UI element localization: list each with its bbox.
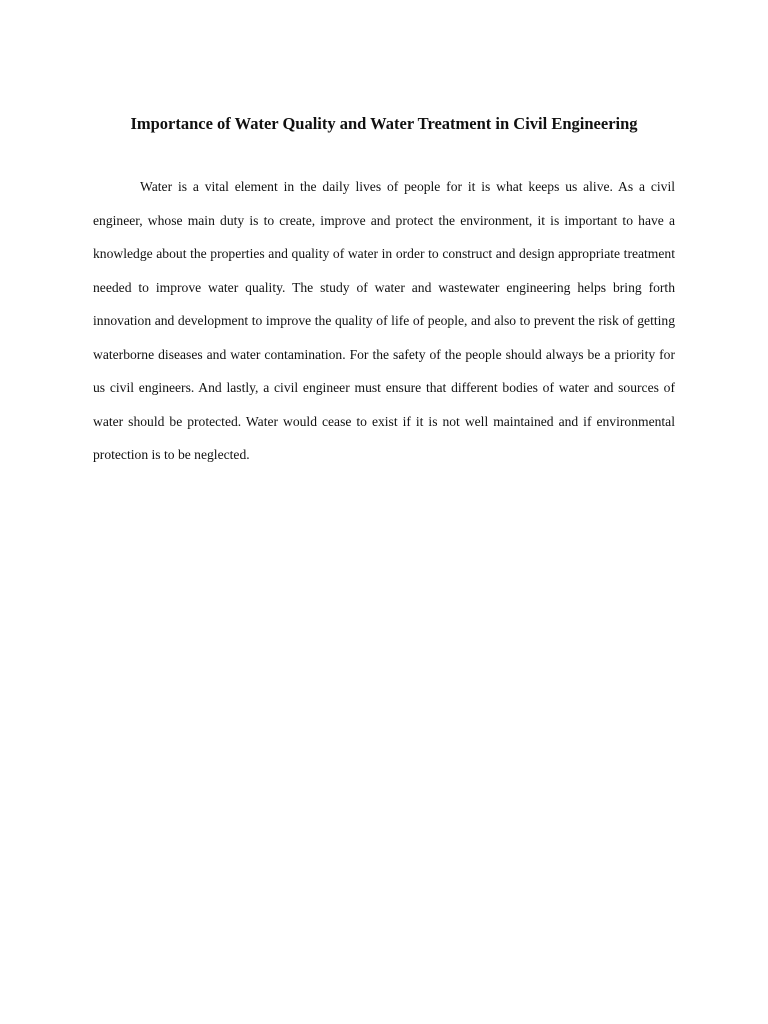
document-title: Importance of Water Quality and Water Treatment in Civil Engineering: [130, 114, 638, 133]
body-paragraph: Water is a vital element in the daily lives of people for it is what keeps us alive. As a civil engineer, whose main duty is to create, improve and protect the environment, it is important to have a knowledge about the properties and quality of water in order to construct and design appropriate treatment needed to improve water quality. The study of water and wastewater engineering helps bring forth innovation and development to improve the quality of life of people, and also to prevent the risk of getting waterborne diseases and water contamination. For the safety of the people should always be a priority for us civil engineers. And lastly, a civil engineer must ensure that different bodies of water and sources of water should be protected. Water would cease to exist if it is not well maintained and if environmental protection is to be neglected.: [93, 179, 675, 462]
